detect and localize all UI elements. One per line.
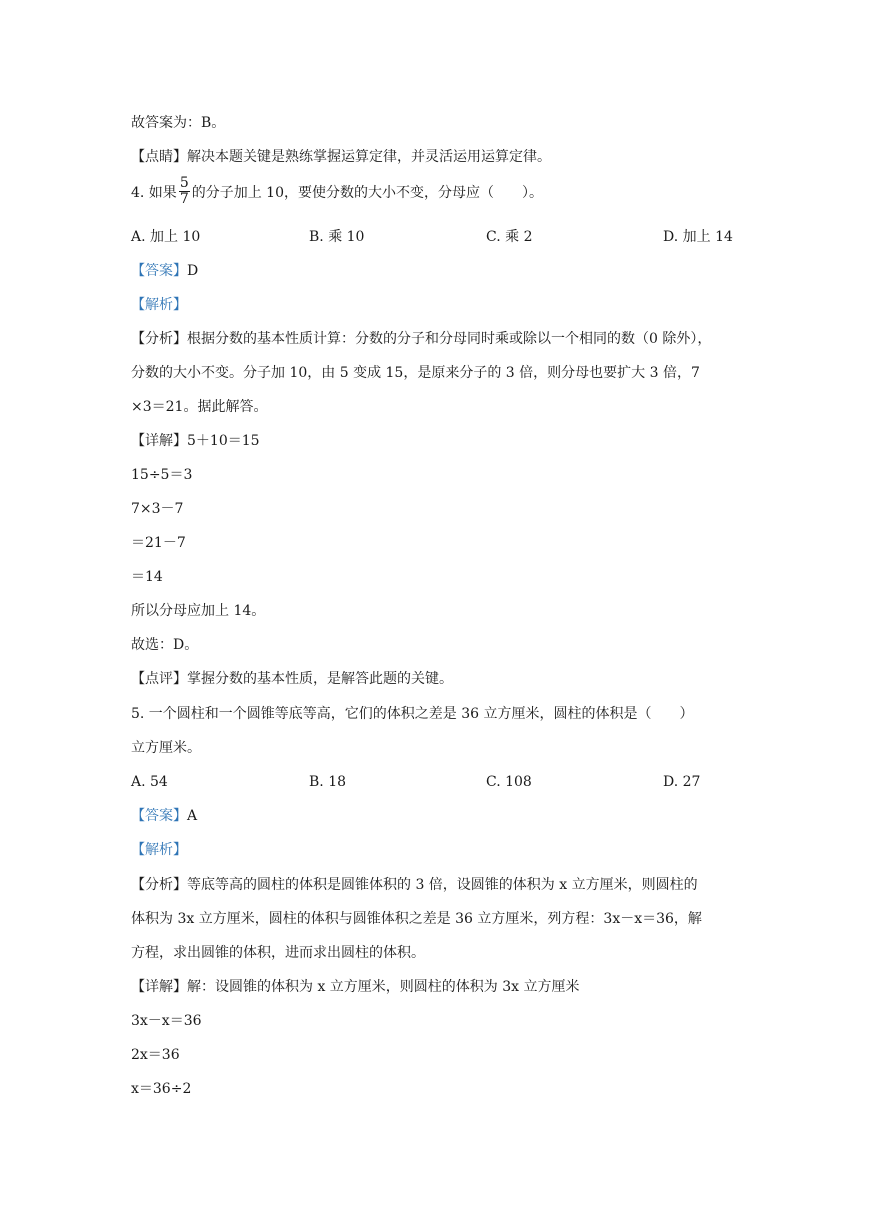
question-4-comment: 【点评】掌握分数的基本性质，是解答此题的关键。 <box>131 671 453 687</box>
question-4-analysis-tag: 【解析】 <box>131 297 187 313</box>
previous-comment-line: 【点睛】解决本题关键是熟练掌握运算定律，并灵活运用运算定律。 <box>131 149 551 165</box>
question-4-answer <box>131 262 198 280</box>
question-5-analysis-tag: 【解析】 <box>131 842 187 858</box>
question-5-analysis-line-2: 体积为 3x 立方厘米，圆柱的体积与圆锥体积之差是 36 立方厘米，列方程：3x－x＝36，解 <box>131 911 702 927</box>
question-4-step-1: 15÷5＝3 <box>131 467 193 483</box>
question-4-choice: 故选：D。 <box>131 637 199 653</box>
question-5-step-1: 3x－x＝36 <box>131 1013 202 1029</box>
question-5-option-b: B. 18 <box>309 774 347 790</box>
question-5-analysis-line-3: 方程，求出圆锥的体积，进而求出圆柱的体积。 <box>131 945 425 961</box>
question-5-step-2: 2x＝36 <box>131 1047 180 1063</box>
question-4-option-b: B. 乘 10 <box>309 229 365 245</box>
fraction-numerator: 5 <box>179 174 189 191</box>
question-4-analysis-line-2: 分数的大小不变。分子加 10，由 5 变成 15，是原来分子的 3 倍，则分母也要扩大 3 倍，7 <box>131 365 700 381</box>
question-5-stem-line-1: 5. 一个圆柱和一个圆锥等底等高，它们的体积之差是 36 立方厘米，圆柱的体积是（ ） <box>131 706 694 722</box>
question-4-option-a: A. 加上 10 <box>131 229 201 245</box>
answer-tag: 【答案】 <box>131 808 187 824</box>
question-4-option-d: D. 加上 14 <box>663 229 733 245</box>
fraction <box>179 176 190 207</box>
answer-value: D <box>187 263 199 279</box>
question-5-option-a: A. 54 <box>131 774 168 790</box>
question-5-answer <box>131 807 197 825</box>
answer-value: A <box>187 808 198 824</box>
question-4-option-c: C. 乘 2 <box>486 229 533 245</box>
question-4-suffix: 的分子加上 10，要使分数的大小不变，分母应（ ）。 <box>191 185 543 201</box>
question-4-step-5: 所以分母应加上 14。 <box>131 603 266 619</box>
previous-answer-line: 故答案为：B。 <box>131 115 226 131</box>
fraction-denominator: 7 <box>179 190 189 207</box>
answer-tag: 【答案】 <box>131 263 187 279</box>
question-4-detail-line: 【详解】5＋10＝15 <box>131 433 260 449</box>
question-4-step-4: ＝14 <box>131 569 163 585</box>
question-5-analysis-line-1: 【分析】等底等高的圆柱的体积是圆锥体积的 3 倍，设圆锥的体积为 x 立方厘米，则圆柱的 <box>131 877 698 893</box>
question-5-option-d: D. 27 <box>663 774 701 790</box>
question-4-step-2: 7×3－7 <box>131 501 184 517</box>
question-5-detail-line: 【详解】解：设圆锥的体积为 x 立方厘米，则圆柱的体积为 3x 立方厘米 <box>131 979 580 995</box>
question-4-prefix: 4. 如果 <box>131 185 177 201</box>
question-5-stem-line-2: 立方厘米。 <box>131 740 201 756</box>
question-4-stem <box>131 174 543 209</box>
question-4-step-3: ＝21－7 <box>131 535 186 551</box>
question-5-option-c: C. 108 <box>486 774 532 790</box>
question-5-step-3: x＝36÷2 <box>131 1081 192 1097</box>
question-4-analysis-line-3: ×3＝21。据此解答。 <box>131 399 268 415</box>
question-4-analysis-line-1: 【分析】根据分数的基本性质计算：分数的分子和分母同时乘或除以一个相同的数（0 除外）， <box>131 331 712 347</box>
